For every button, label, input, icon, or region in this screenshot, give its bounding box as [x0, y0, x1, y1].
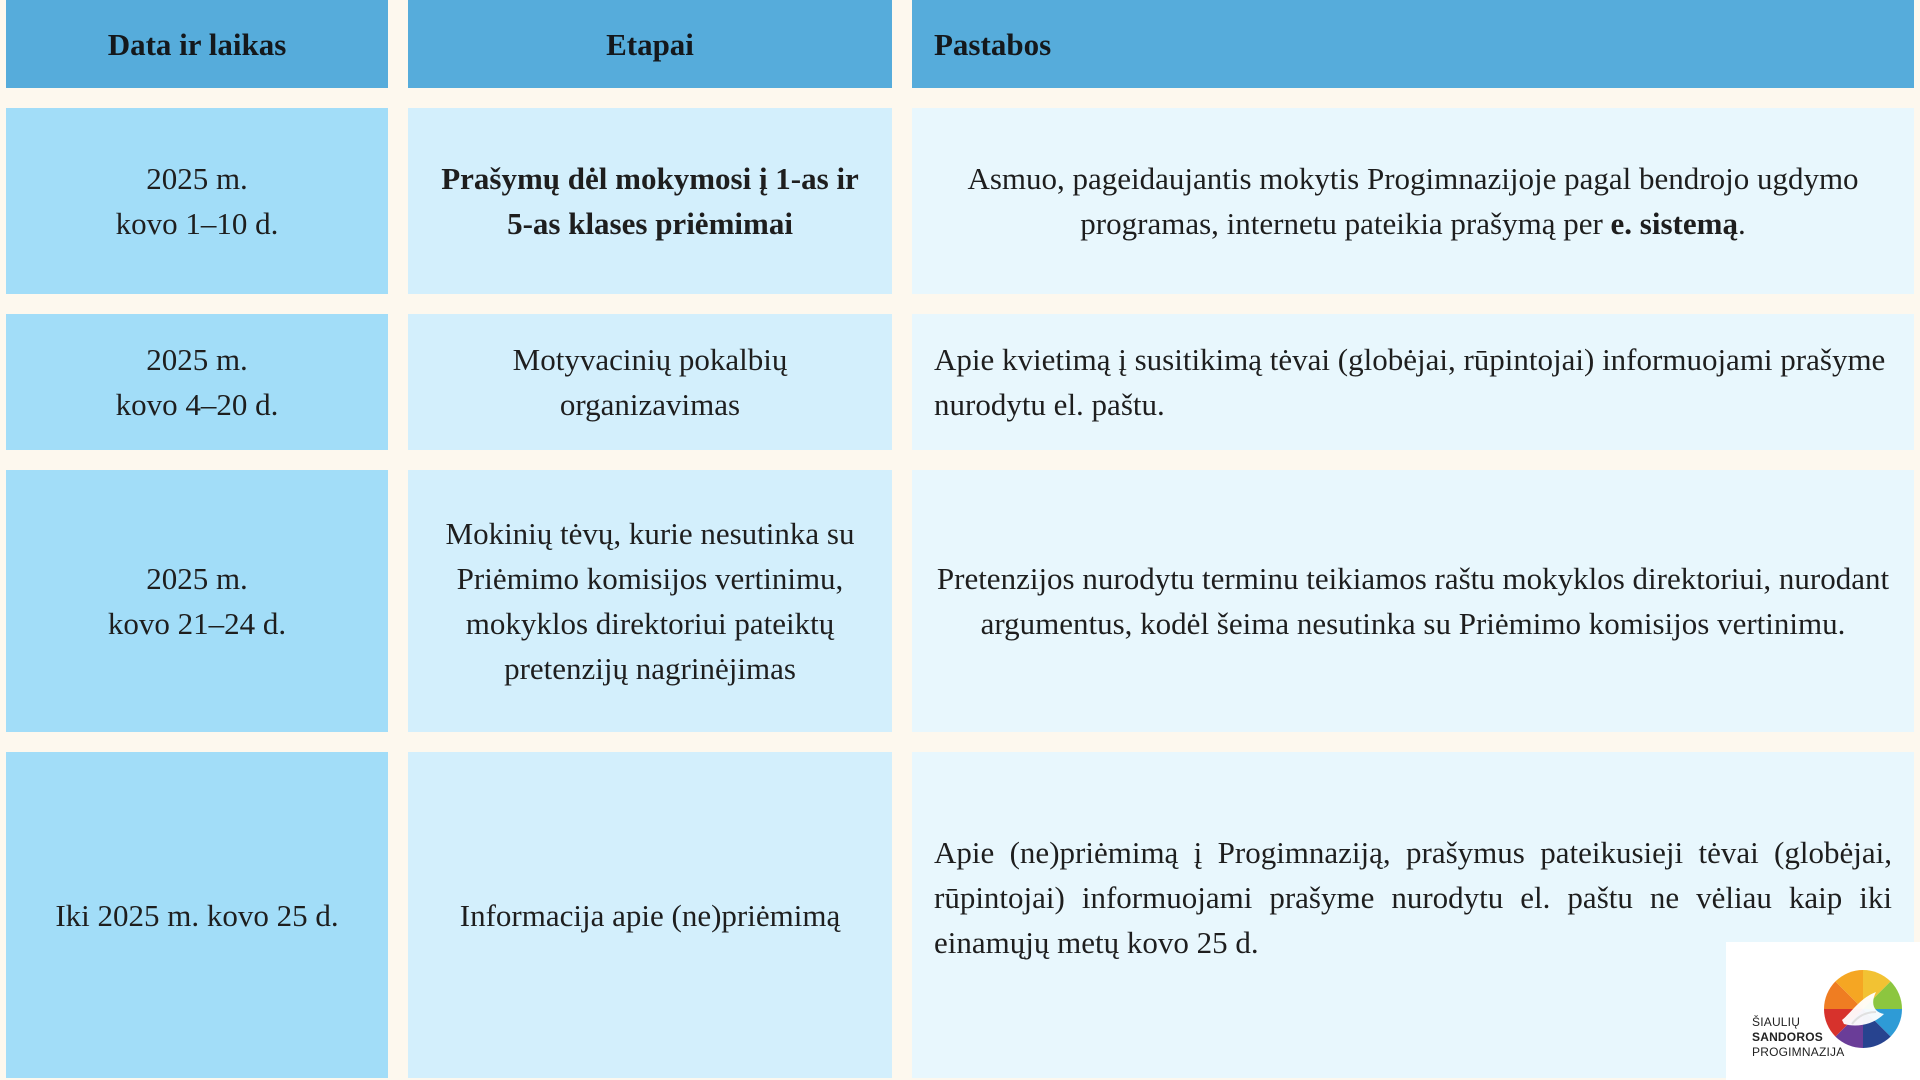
row-4-stage-text: Informacija apie (ne)priėmimą: [459, 897, 841, 933]
row-4-date: [6, 752, 388, 1078]
row-4-date-text: Iki 2025 m. kovo 25 d.: [55, 897, 339, 933]
row-3-date-days: kovo 21–24 d.: [107, 606, 287, 641]
logo-line-1: ŠIAULIŲ: [1752, 1015, 1801, 1029]
header-date-label: Data ir laikas: [107, 26, 287, 62]
row-1-notes: [912, 108, 1914, 294]
row-1-notes-text: [934, 156, 1892, 246]
row-3-notes: [912, 470, 1914, 732]
row-3-stage-text: Mokinių tėvų, kurie nesutinka su Priėmimo komisijos vertinimu, mokyklos direktoriui pateiktų pretenzijų nagrinėjimas: [445, 516, 855, 686]
logo-line-3: PROGIMNAZIJA: [1752, 1045, 1845, 1059]
logo-wordmark: [1752, 1015, 1844, 1060]
row-4-notes-text: Apie (ne)priėmimą į Progimnaziją, prašymus pateikusieji tėvai (globėjai, rūpintojai) informuojami prašyme nurodytu el. paštu ne vėliau kaip iki einamųjų metų kovo 25 d.: [934, 835, 1892, 960]
header-stage: [408, 0, 892, 88]
row-1-stage-text: Prašymų dėl mokymosi į 1-as ir 5-as klases priėmimai: [441, 161, 859, 241]
row-1-notes-after: .: [1737, 206, 1746, 241]
row-3-stage: [408, 470, 892, 732]
row-1-stage: [408, 108, 892, 294]
row-2-stage-text: Motyvacinių pokalbių organizavimas: [512, 342, 788, 422]
header-stage-label: Etapai: [606, 26, 694, 62]
header-notes-label: Pastabos: [934, 26, 1052, 62]
row-1-date: [6, 108, 388, 294]
row-1-notes-bold: e. sistemą: [1610, 206, 1738, 241]
row-2-stage: [408, 314, 892, 450]
row-2-notes-text: Apie kvietimą į susitikimą tėvai (globėjai, rūpintojai) informuojami prašyme nurodytu el. paštu.: [934, 342, 1886, 422]
row-2-date: [6, 314, 388, 450]
row-2-date-days: kovo 4–20 d.: [115, 387, 279, 422]
row-1-notes-before: Asmuo, pageidaujantis mokytis Progimnazijoje pagal bendrojo ugdymo programas, internetu pateikia prašymą per: [967, 161, 1859, 241]
school-logo: [1726, 942, 1920, 1080]
row-3-date-year: 2025 m.: [146, 561, 248, 596]
logo-line-2: SANDOROS: [1752, 1030, 1823, 1044]
row-3-notes-text: Pretenzijos nurodytu terminu teikiamos raštu mokyklos direktoriui, nurodant argumentus, kodėl šeima nesutinka su Priėmimo komisijos vertinimu.: [936, 561, 1890, 641]
row-1-date-year: 2025 m.: [146, 161, 248, 196]
schedule-table: [6, 0, 1914, 1080]
row-3-date: [6, 470, 388, 732]
row-1-date-days: kovo 1–10 d.: [115, 206, 279, 241]
header-date: [6, 0, 388, 88]
header-notes: [912, 0, 1914, 88]
row-2-notes: [912, 314, 1914, 450]
row-2-date-year: 2025 m.: [146, 342, 248, 377]
row-4-stage: [408, 752, 892, 1078]
